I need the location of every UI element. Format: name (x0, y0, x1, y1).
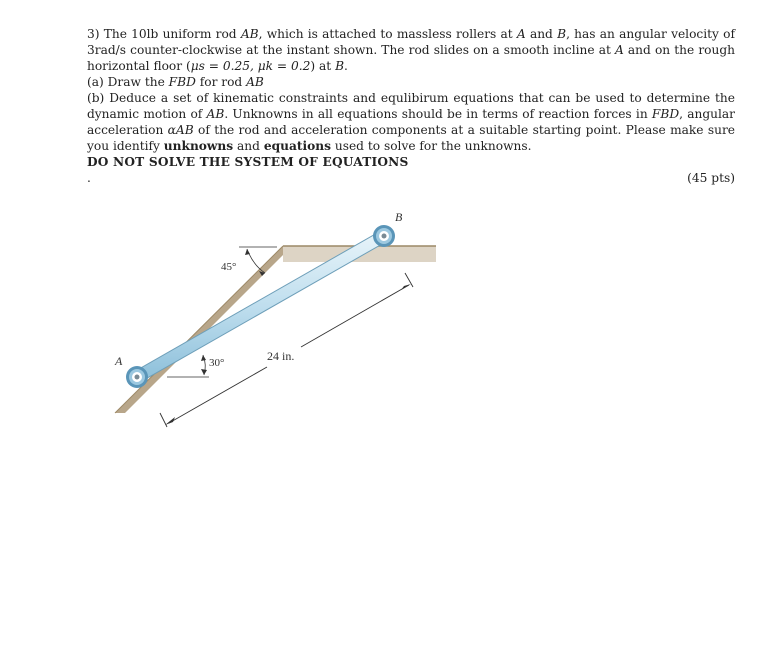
angle-label-30: 30° (209, 357, 225, 369)
problem-statement (87, 26, 735, 188)
point-a-label: A (115, 354, 123, 368)
stray-dot: . (87, 171, 91, 185)
length-label: 24 in. (267, 349, 295, 363)
angle-label-45: 45° (221, 261, 237, 273)
roller-b (373, 225, 395, 247)
dimension-tick-a (160, 413, 167, 427)
arrow-30-bottom (201, 369, 207, 375)
roller-a (126, 366, 148, 388)
points-row (87, 170, 735, 188)
points-value: (45 pts) (687, 171, 735, 185)
dimension-line-upper (301, 285, 409, 347)
problem-intro: 3) The 10lb uniform rod AB, which is attached to massless rollers at A and B, has an angular velocity of 3rad/s counter-clockwise at the instant shown. The rod slides on a smooth incline at A and on the rough horizontal floor (μs = 0.25, μk = 0.2) at B. (87, 27, 735, 73)
part-b: (b) Deduce a set of kinematic constraints and equlibirum equations that can be used to determine the dynamic motion of AB. Unknowns in all equations should be in terms of reaction forces in FBD, angular acceleration αAB of the rod and acceleration components at a suitable starting point. Please make sure you identify unknowns and equations used to solve for the unknowns. (87, 91, 735, 153)
instruction-heading: DO NOT SOLVE THE SYSTEM OF EQUATIONS (87, 155, 409, 169)
part-a: (a) Draw the FBD for rod AB (87, 75, 264, 89)
rod-diagram (105, 205, 445, 445)
dimension-line-lower (169, 367, 267, 423)
rod-ab (137, 236, 384, 377)
point-b-label: B (395, 210, 403, 224)
arrow-45-top (245, 249, 250, 255)
incline-edge (115, 246, 283, 413)
arrow-30-top (201, 355, 206, 361)
dimension-arrow-a (165, 417, 175, 425)
